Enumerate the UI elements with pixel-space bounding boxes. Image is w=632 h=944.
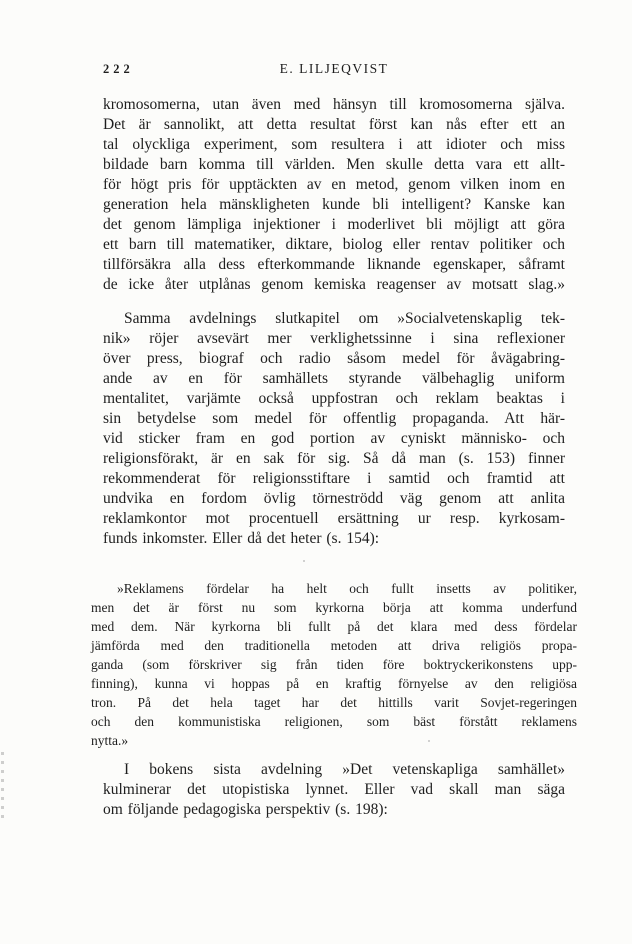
text-line: religionsförakt, är en sak för sig. Så då man (s. 153) finner xyxy=(103,450,565,467)
text-line: I bokens sista avdelning »Det vetenskapliga samhället» xyxy=(124,761,565,778)
text-line: »Reklamens fördelar ha helt och fullt insetts av politiker, xyxy=(117,581,577,596)
text-line: det genom lämpliga injektioner i moderlivet bli möjligt att göra xyxy=(103,216,565,233)
text-line: om följande pedagogiska perspektiv (s. 198): xyxy=(103,801,388,818)
text-line: sin betydelse som medel för offentlig propaganda. Att här- xyxy=(103,410,565,427)
text-line: kulminerar det utopistiska lynnet. Eller vad skall man säga xyxy=(103,781,565,798)
text-line: för högt pris för upptäckten av en metod, genom vilken inom en xyxy=(103,176,565,193)
text-line: kromosomerna, utan även med hänsyn till kromosomerna själva. xyxy=(103,96,565,113)
text-line: funds inkomster. Eller då det heter (s. 154): xyxy=(103,530,380,547)
page-number: 222 xyxy=(103,62,134,76)
text-line: finning), kunna vi hoppas på en kraftig förnyelse av den religiösa xyxy=(91,676,577,691)
text-line: bildade barn komma till världen. Men skulle detta vara ett allt- xyxy=(103,156,565,173)
text-line: ganda (som förskriver sig från tiden före boktryckerikonstens upp- xyxy=(91,657,577,672)
text-line: undvika en fordom övlig törneströdd väg genom att anlita xyxy=(103,490,565,507)
text-line: Samma avdelnings slutkapitel om »Socialvetenskaplig tek- xyxy=(124,310,565,327)
text-line: mentalitet, varjämte också uppfostran och reklam beaktas i xyxy=(103,390,565,407)
text-line: tillförsäkra alla dess efterkommande liknande egenskaper, såframt xyxy=(103,256,565,273)
text-line: vid sticker fram en god portion av cyniskt människo- och xyxy=(103,430,565,447)
scan-artifact xyxy=(1,752,4,824)
text-line: ande av en för samhällets styrande välbehaglig uniform xyxy=(103,370,565,387)
paragraph-samma-avdelning xyxy=(103,309,565,549)
text-line: men det är först nu som kyrkorna börja att komma underfund xyxy=(91,600,577,615)
paragraph-kromosomerna xyxy=(103,95,565,295)
text-line: ett barn till matematiker, diktare, biolog eller rentav politiker och xyxy=(103,236,565,253)
text-line: rekommenderat för religionsstiftare i samtid och framtid att xyxy=(103,470,565,487)
blockquote-reklamens xyxy=(91,579,577,750)
text-column xyxy=(91,95,577,820)
text-line: de icke åter utplånas genom kemiska reagenser av motsatt slag.» xyxy=(103,276,565,293)
text-line: nytta.» xyxy=(91,733,129,748)
text-line: Det är sannolikt, att detta resultat först kan nås efter ett an xyxy=(103,116,565,133)
page-header xyxy=(103,61,565,79)
text-line: tal olyckliga experiment, som resultera i att idioter och miss xyxy=(103,136,565,153)
paragraph-i-bokens xyxy=(103,760,565,820)
running-title: E. LILJEQVIST xyxy=(279,61,389,76)
text-line: reklamkontor mot procentuell ersättning ur resp. kyrkosam- xyxy=(103,510,565,527)
scan-speck xyxy=(303,560,305,562)
text-line: över press, biograf och radio såsom medel för åvägabring- xyxy=(103,350,565,367)
scan-speck xyxy=(428,740,430,742)
text-line: och den kommunistiska religionen, som bäst förstått reklamens xyxy=(91,714,577,729)
text-line: jämförda med den traditionella metoden att driva religiös propa- xyxy=(91,638,577,653)
text-line: tron. På det hela taget har det hittills varit Sovjet-regeringen xyxy=(91,695,577,710)
text-line: generation hela mänskligheten kunde bli intelligent? Kanske kan xyxy=(103,196,565,213)
text-line: med dem. När kyrkorna bli fullt på det klara med dess fördelar xyxy=(91,619,577,634)
text-line: nik» röjer avsevärt mer verklighetssinne i sina reflexioner xyxy=(103,330,565,347)
